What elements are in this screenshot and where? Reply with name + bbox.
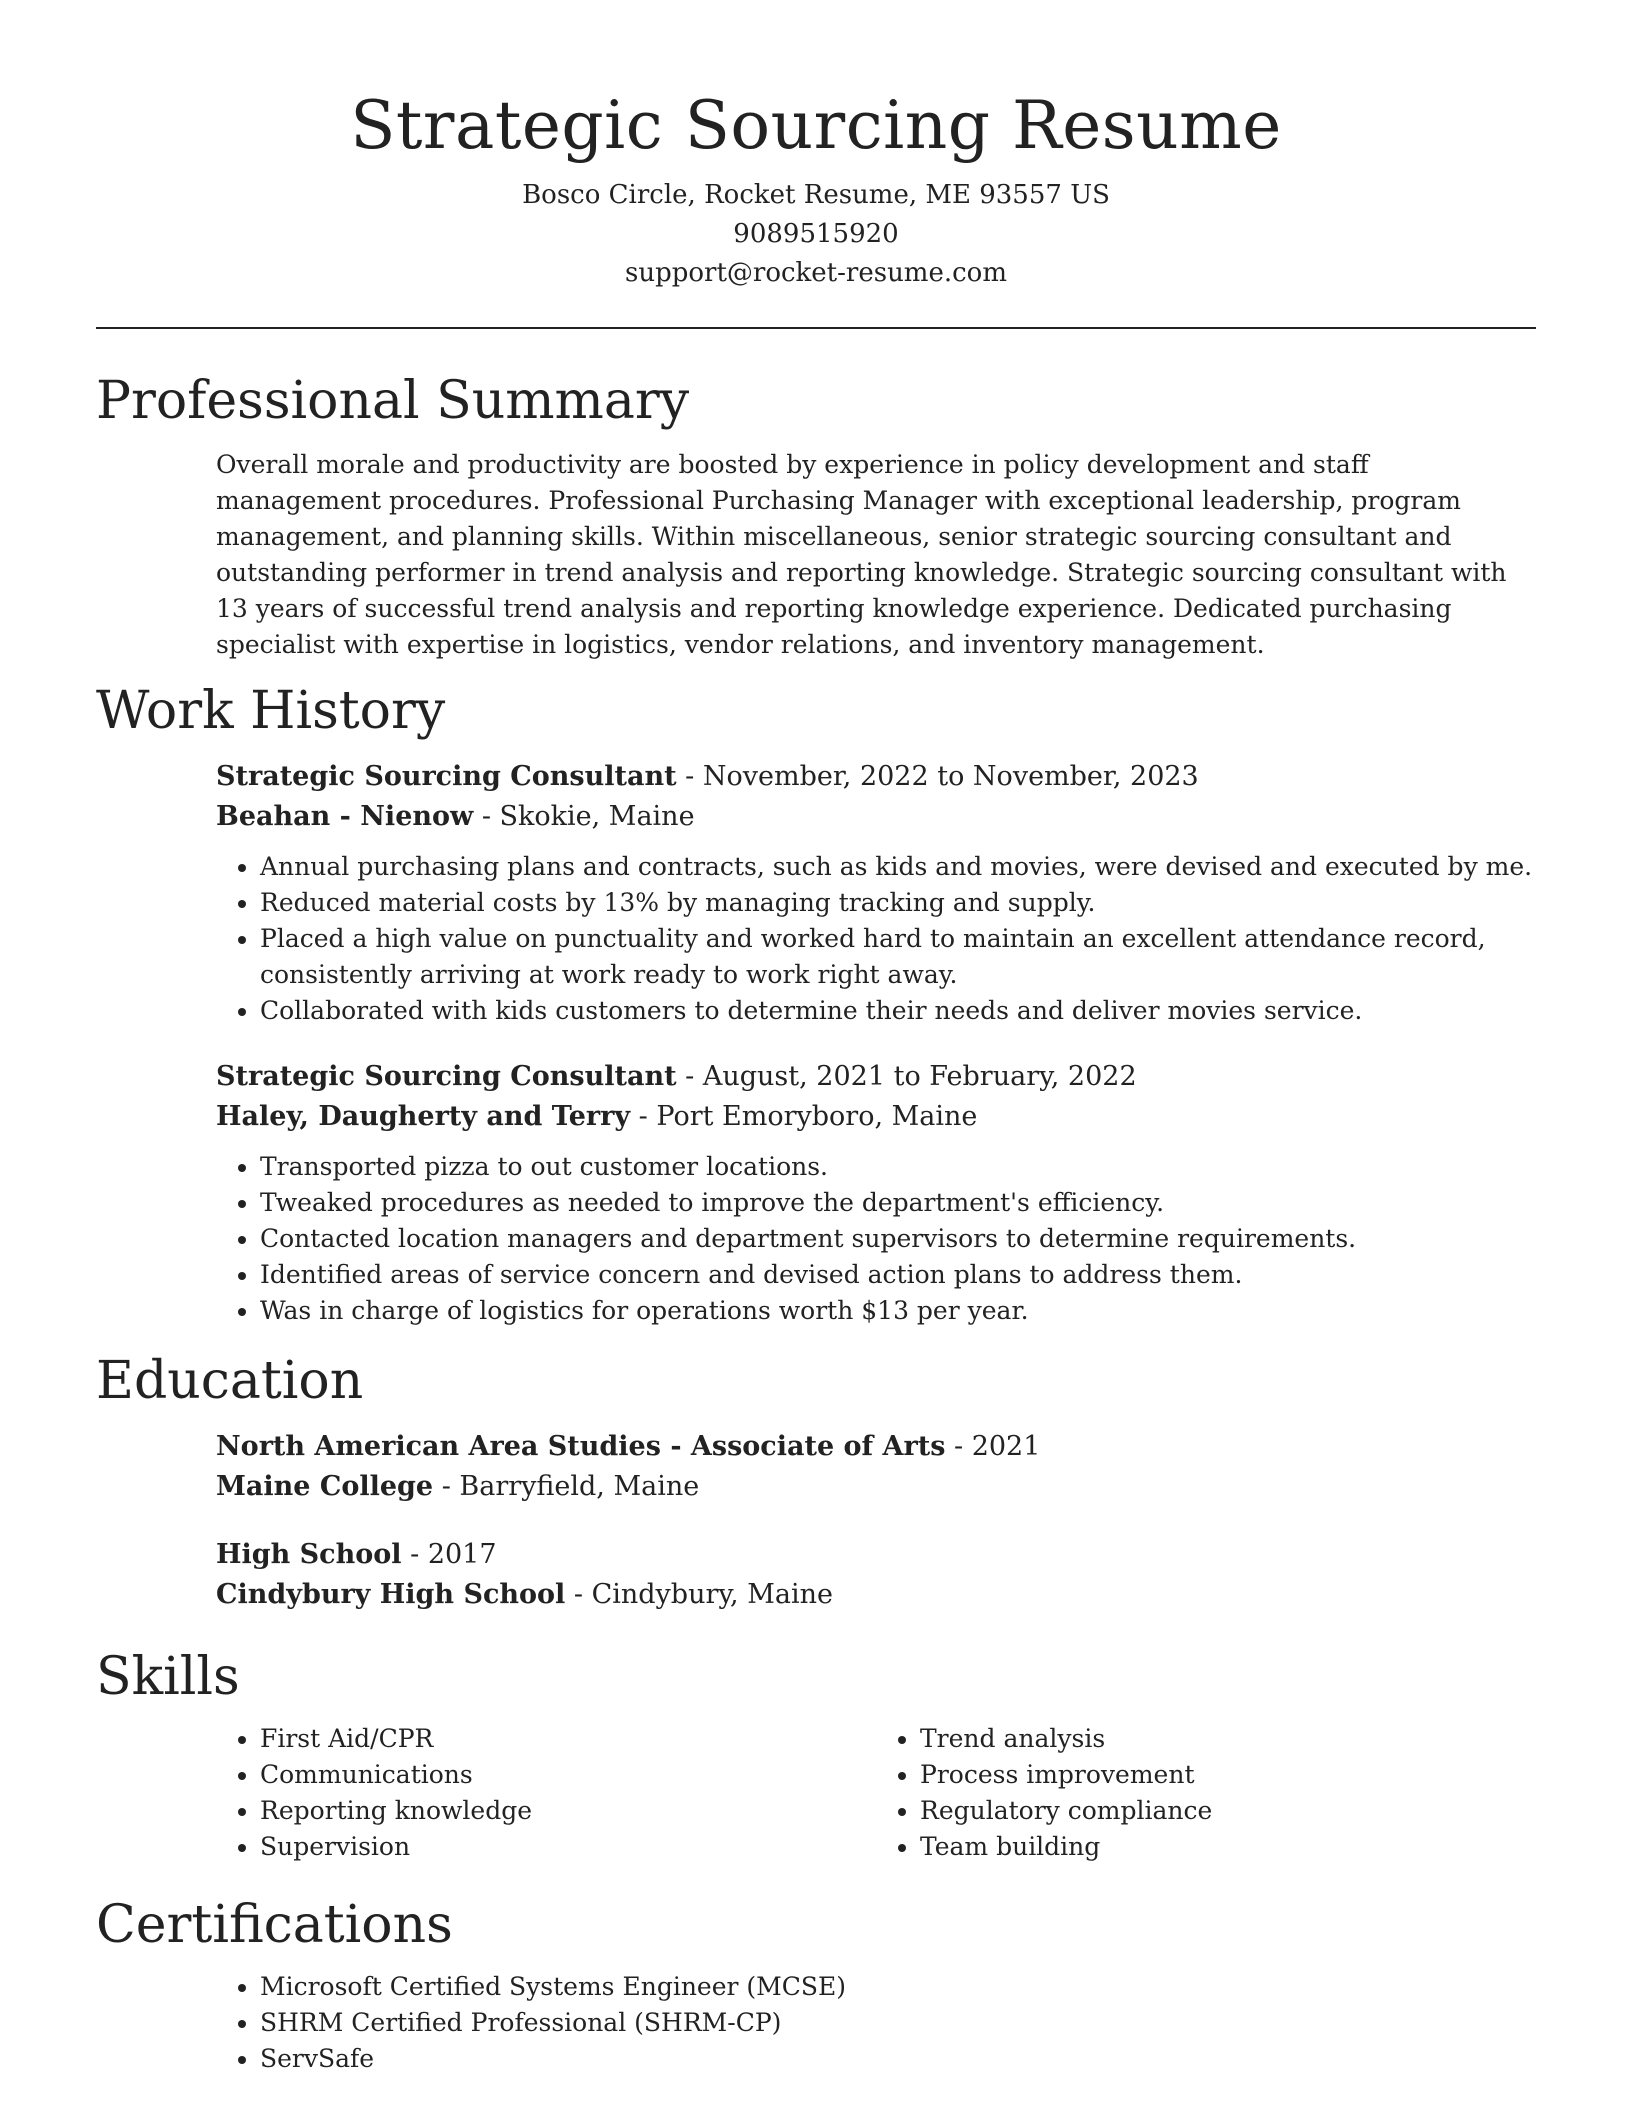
school-location: - Barryfield, Maine bbox=[433, 1471, 700, 1502]
job-title-line bbox=[216, 757, 1536, 797]
school-line bbox=[216, 1467, 1536, 1507]
list-item: • Collaborated with kids customers to determine their needs and deliver movies service. bbox=[260, 993, 1536, 1029]
school-location: - Cindybury, Maine bbox=[565, 1579, 833, 1610]
skills-section bbox=[96, 1645, 1536, 1865]
list-item: • Identified areas of service concern and devised action plans to address them. bbox=[260, 1257, 1536, 1293]
job-title-line bbox=[216, 1057, 1536, 1097]
education-entry bbox=[216, 1427, 1536, 1507]
list-item: • Transported pizza to out customer locations. bbox=[260, 1149, 1536, 1185]
job-company-line bbox=[216, 797, 1536, 837]
job-entry bbox=[216, 757, 1536, 1029]
summary-text: Overall morale and productivity are boosted by experience in policy development and staff management procedures. Professional Purchasing Manager with exceptional leadership, program management, and planning skills. Within miscellaneous, senior strategic sourcing consultant and outstanding performer in trend analysis and reporting knowledge. Strategic sourcing consultant with 13 years of successful trend analysis and reporting knowledge experience. Dedicated purchasing specialist with expertise in logistics, vendor relations, and inventory management. bbox=[216, 450, 1507, 659]
certifications-list bbox=[216, 1969, 1536, 2077]
school-name: Cindybury High School bbox=[216, 1579, 566, 1610]
header-divider bbox=[96, 327, 1536, 329]
school-line bbox=[216, 1575, 1536, 1615]
list-item: • Placed a high value on punctuality and worked hard to maintain an excellent attendance record, consistently arriving at work ready to work right away. bbox=[260, 921, 1536, 993]
skill-item: • First Aid/CPR bbox=[260, 1721, 876, 1757]
skills-column-left bbox=[216, 1721, 876, 1865]
list-item: • Reduced material costs by 13% by managing tracking and supply. bbox=[260, 885, 1536, 921]
resume-title: Strategic Sourcing Resume bbox=[350, 87, 1282, 164]
degree-line bbox=[216, 1535, 1536, 1575]
degree: High School bbox=[216, 1539, 402, 1570]
job-location: - Skokie, Maine bbox=[473, 801, 695, 832]
job-role: Strategic Sourcing Consultant bbox=[216, 1061, 677, 1092]
section-title-skills: Skills bbox=[96, 1647, 240, 1707]
job-location: - Port Emoryboro, Maine bbox=[630, 1101, 978, 1132]
graduation-year: - 2021 bbox=[945, 1431, 1041, 1462]
skill-item: • Supervision bbox=[260, 1829, 876, 1865]
section-title-work-history: Work History bbox=[96, 681, 446, 741]
phone-number: 9089515920 bbox=[733, 219, 899, 249]
job-company: Beahan - Nienow bbox=[216, 801, 474, 832]
job-dates: - August, 2021 to February, 2022 bbox=[676, 1061, 1137, 1092]
job-company-line bbox=[216, 1097, 1536, 1137]
job-company: Haley, Daugherty and Terry bbox=[216, 1101, 631, 1132]
certification-item: • SHRM Certified Professional (SHRM-CP) bbox=[260, 2005, 1536, 2041]
professional-summary-section bbox=[96, 369, 1536, 663]
skill-item: • Reporting knowledge bbox=[260, 1793, 876, 1829]
school-name: Maine College bbox=[216, 1471, 434, 1502]
job-entry bbox=[216, 1057, 1536, 1329]
certification-item: • Microsoft Certified Systems Engineer (MCSE) bbox=[260, 1969, 1536, 2005]
skill-item: • Team building bbox=[920, 1829, 1536, 1865]
section-title-summary: Professional Summary bbox=[96, 371, 690, 431]
skill-item: • Communications bbox=[260, 1757, 876, 1793]
section-title-education: Education bbox=[96, 1351, 364, 1411]
job-bullets bbox=[216, 1149, 1536, 1329]
skills-grid bbox=[216, 1721, 1536, 1865]
resume-page bbox=[96, 0, 1536, 2077]
email-address: support@rocket-resume.com bbox=[624, 258, 1007, 288]
list-item: • Was in charge of logistics for operations worth $13 per year. bbox=[260, 1293, 1536, 1329]
address: Bosco Circle, Rocket Resume, ME 93557 US bbox=[522, 180, 1110, 210]
degree-line bbox=[216, 1427, 1536, 1467]
job-dates: - November, 2022 to November, 2023 bbox=[676, 761, 1199, 792]
section-title-certifications: Certifications bbox=[96, 1895, 453, 1955]
list-item: • Contacted location managers and department supervisors to determine requirements. bbox=[260, 1221, 1536, 1257]
skill-item: • Trend analysis bbox=[920, 1721, 1536, 1757]
education-section bbox=[96, 1349, 1536, 1615]
job-role: Strategic Sourcing Consultant bbox=[216, 761, 677, 792]
work-history-section bbox=[96, 679, 1536, 1329]
skills-column-right bbox=[876, 1721, 1536, 1865]
degree: North American Area Studies - Associate of Arts bbox=[216, 1431, 946, 1462]
resume-header bbox=[96, 0, 1536, 329]
list-item: • Annual purchasing plans and contracts, such as kids and movies, were devised and executed by me. bbox=[260, 849, 1536, 885]
skill-item: • Regulatory compliance bbox=[920, 1793, 1536, 1829]
education-entry bbox=[216, 1535, 1536, 1615]
job-bullets bbox=[216, 849, 1536, 1029]
contact-block bbox=[96, 176, 1536, 293]
skill-item: • Process improvement bbox=[920, 1757, 1536, 1793]
graduation-year: - 2017 bbox=[401, 1539, 497, 1570]
certifications-section bbox=[96, 1893, 1536, 2077]
certification-item: • ServSafe bbox=[260, 2041, 1536, 2077]
list-item: • Tweaked procedures as needed to improve the department's efficiency. bbox=[260, 1185, 1536, 1221]
